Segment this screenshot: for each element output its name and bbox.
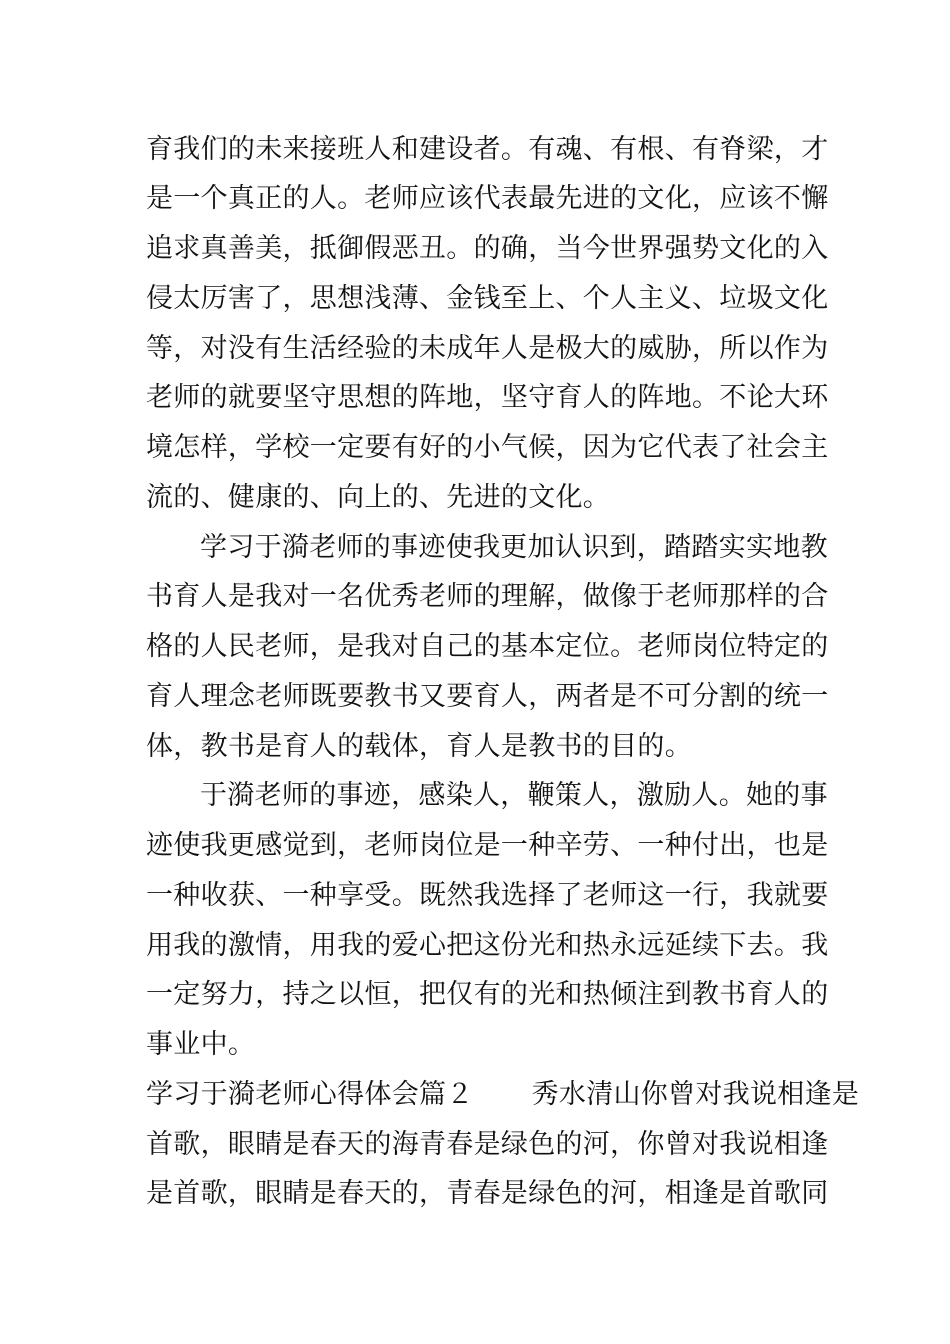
text-line: 流的、健康的、向上的、先进的文化。 — [146, 482, 611, 513]
text-line: 书育人是我对一名优秀老师的理解，做像于老师那样的合 — [146, 581, 829, 612]
text-line: 首歌，眼睛是春天的海青春是绿色的河，你曾对我说相逢 — [146, 1129, 829, 1160]
text-line: 老师的就要坚守思想的阵地，坚守育人的阵地。不论大环 — [146, 382, 829, 413]
text-line: 追求真善美，抵御假恶丑。的确，当今世界强势文化的入 — [146, 233, 829, 264]
text-line: 一种收获、一种享受。既然我选择了老师这一行，我就要 — [146, 880, 829, 911]
text-line: 格的人民老师，是我对自己的基本定位。老师岗位特定的 — [146, 631, 829, 662]
text-line: 事业中。 — [146, 1029, 256, 1060]
text-line: 一定努力，持之以恒，把仅有的光和热倾注到教书育人的 — [146, 979, 829, 1010]
section-heading: 学习于漪老师心得体会篇２ — [146, 1079, 474, 1110]
text-line: 是首歌，眼睛是春天的，青春是绿色的河，相逢是首歌同 — [146, 1178, 829, 1209]
text-line: 体，教书是育人的载体，育人是教书的目的。 — [146, 731, 692, 762]
text-line: 侵太厉害了，思想浅薄、金钱至上、个人主义、垃圾文化 — [146, 283, 829, 314]
text-line: 等，对没有生活经验的未成年人是极大的威胁，所以作为 — [146, 333, 829, 364]
text-line: 育人理念老师既要教书又要育人，两者是不可分割的统一 — [146, 681, 829, 712]
text-line: 用我的激情，用我的爱心把这份光和热永远延续下去。我 — [146, 930, 829, 961]
text-line: 境怎样，学校一定要有好的小气候，因为它代表了社会主 — [146, 432, 829, 463]
section-heading-line — [146, 1078, 859, 1112]
text-line: 育我们的未来接班人和建设者。有魂、有根、有脊梁，才 — [146, 134, 829, 165]
text-line: 迹使我更感觉到，老师岗位是一种辛劳、一种付出，也是 — [146, 830, 829, 861]
section-text-start: 秀水清山你曾对我说相逢是 — [531, 1079, 860, 1110]
text-line: 是一个真正的人。老师应该代表最先进的文化，应该不懈 — [146, 183, 829, 214]
paragraph-first-line: 学习于漪老师的事迹使我更加认识到，踏踏实实地教 — [200, 532, 828, 563]
paragraph-first-line: 于漪老师的事迹，感染人，鞭策人，激励人。她的事 — [200, 780, 828, 811]
